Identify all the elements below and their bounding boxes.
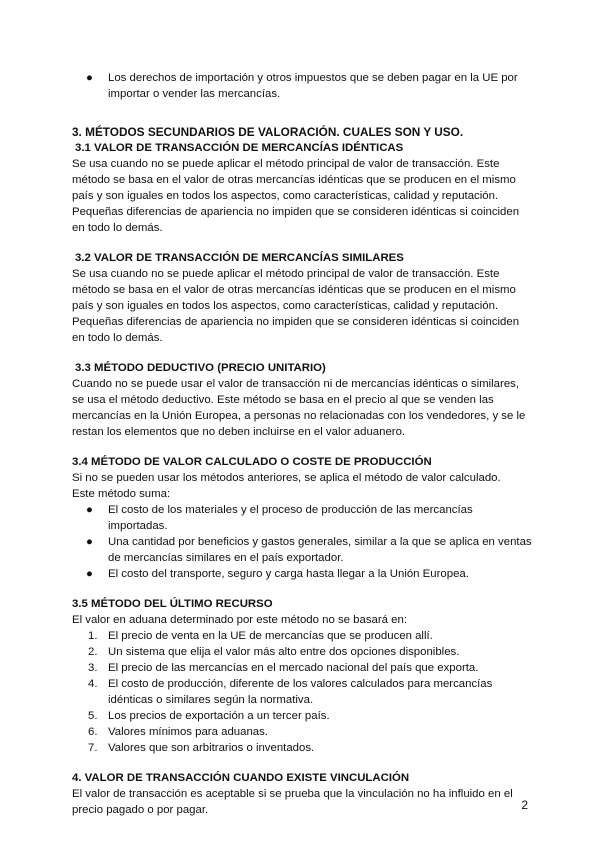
bullet-icon: ● — [86, 536, 93, 548]
page-number: 2 — [521, 798, 528, 812]
document-page — [72, 70, 532, 818]
bullet-icon: ● — [86, 504, 93, 516]
list-item-text: El costo del transporte, seguro y carga hasta llegar a la Unión Europea. — [108, 568, 469, 580]
section-3-4-heading: 3.4 MÉTODO DE VALOR CALCULADO O COSTE DE PRODUCCIÓN — [72, 456, 432, 468]
list-item-text: El precio de las mercancías en el mercado nacional del país que exporta. — [108, 662, 479, 674]
section-4-text: El valor de transacción es aceptable si se prueba que la vinculación no ha influido en el precio pagado o por pagar. — [72, 788, 513, 816]
list-item — [72, 566, 532, 582]
section-3-3-heading: 3.3 MÉTODO DEDUCTIVO (PRECIO UNITARIO) — [75, 362, 326, 374]
list-item — [72, 70, 532, 102]
list-item — [72, 740, 532, 756]
section-3-1-text: Se usa cuando no se puede aplicar el método principal de valor de transacción. Este método se basa en el valor de otras mercancías idénticas que se producen en el mismo país y son iguales en todos los aspectos, como características, calidad y reputación. Pequeñas diferencias de apariencia no impiden que se consideren idénticas si coinciden en todo lo demás. — [72, 158, 520, 234]
list-item-text: Valores mínimos para aduanas. — [108, 726, 268, 738]
list-item — [72, 644, 532, 660]
intro-bullet-list — [72, 70, 532, 102]
section-4-heading: 4. VALOR DE TRANSACCIÓN CUANDO EXISTE VINCULACIÓN — [72, 772, 410, 784]
list-item — [72, 708, 532, 724]
list-item-text: Los derechos de importación y otros impuestos que se deben pagar en la UE por importar o vender las mercancías. — [108, 72, 518, 100]
list-item — [72, 660, 532, 676]
list-item-text: Un sistema que elija el valor más alto entre dos opciones disponibles. — [108, 646, 460, 658]
section-3-4-bullet-list — [72, 502, 532, 582]
bullet-icon: ● — [86, 568, 93, 580]
list-number: 7. — [88, 742, 98, 754]
list-item-text: Valores que son arbitrarios o inventados. — [108, 742, 315, 754]
list-item — [72, 628, 532, 644]
section-3-heading: 3. MÉTODOS SECUNDARIOS DE VALORACIÓN. CUALES SON Y USO. — [72, 125, 464, 139]
section-3-2-heading: 3.2 VALOR DE TRANSACCIÓN DE MERCANCÍAS SIMILARES — [75, 252, 404, 264]
list-number: 2. — [88, 646, 98, 658]
list-item-text: El costo de los materiales y el proceso de producción de las mercancías importadas. — [108, 504, 473, 532]
section-3-4-text-2: Este método suma: — [72, 488, 171, 500]
list-item — [72, 724, 532, 740]
list-number: 6. — [88, 726, 98, 738]
section-3-5-heading: 3.5 MÉTODO DEL ÚLTIMO RECURSO — [72, 598, 273, 610]
list-item — [72, 676, 532, 708]
section-3-5-text: El valor en aduana determinado por este método no se basará en: — [72, 614, 407, 626]
list-item-text: Los precios de exportación a un tercer país. — [108, 710, 330, 722]
bullet-icon: ● — [86, 72, 93, 84]
list-number: 5. — [88, 710, 98, 722]
list-number: 3. — [88, 662, 98, 674]
section-3-5-numbered-list — [72, 628, 532, 756]
list-item-text: El costo de producción, diferente de los valores calculados para mercancías idénticas o similares según la normativa. — [108, 678, 493, 706]
list-number: 1. — [88, 630, 98, 642]
list-number: 4. — [88, 678, 98, 690]
list-item-text: El precio de venta en la UE de mercancías que se producen allí. — [108, 630, 433, 642]
section-3-4-text: Si no se pueden usar los métodos anteriores, se aplica el método de valor calculado. — [72, 472, 501, 484]
section-3-2-text: Se usa cuando no se puede aplicar el método principal de valor de transacción. Este método se basa en el valor de otras mercancías idénticas que se producen en el mismo país y son iguales en todos los aspectos, como características, calidad y reputación. Pequeñas diferencias de apariencia no impiden que se consideren idénticas si coinciden en todo lo demás. — [72, 268, 520, 344]
section-3-3-text: Cuando no se puede usar el valor de transacción ni de mercancías idénticas o similares, se usa el método deductivo. Este método se basa en el precio al que se venden las mercancías en la Unión Europea, a personas no relacionadas con los vendedores, y se le restan los elementos que no deben incluirse en el valor aduanero. — [72, 378, 526, 438]
list-item — [72, 534, 532, 566]
list-item — [72, 502, 532, 534]
list-item-text: Una cantidad por beneficios y gastos generales, similar a la que se aplica en ventas de mercancías similares en el país exportador. — [108, 536, 532, 564]
section-3-1-heading: 3.1 VALOR DE TRANSACCIÓN DE MERCANCÍAS IDÉNTICAS — [75, 142, 404, 154]
